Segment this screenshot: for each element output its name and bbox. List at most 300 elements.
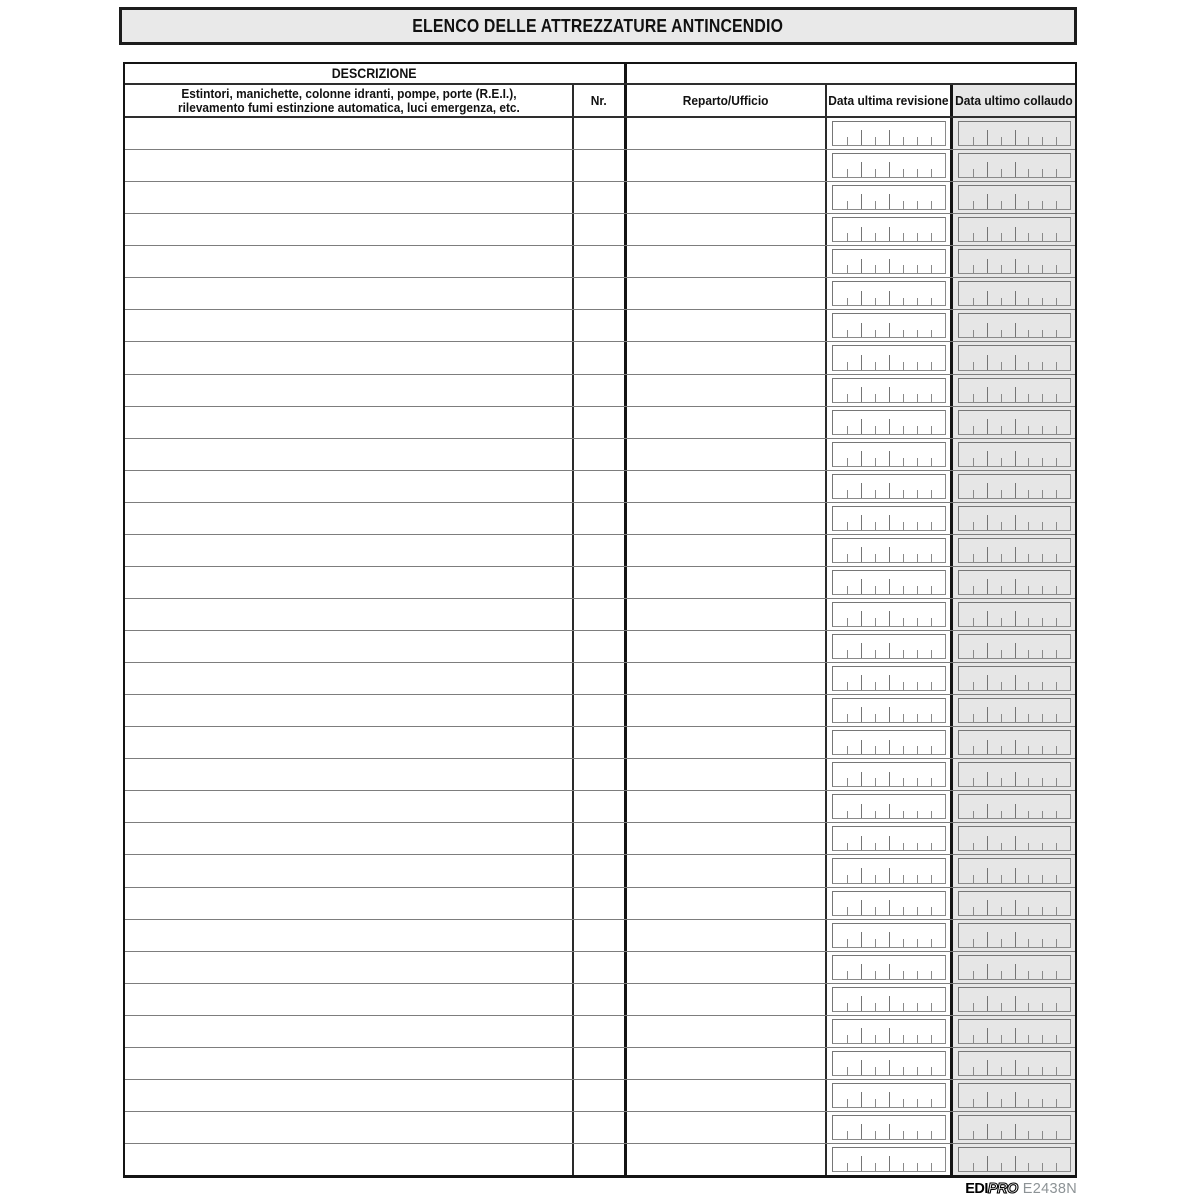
date-tick — [987, 643, 988, 658]
collaudo-cell — [950, 1144, 1075, 1175]
date-tick — [847, 939, 848, 947]
date-tick — [973, 1131, 974, 1139]
date-tick — [917, 1099, 918, 1107]
date-tick — [903, 362, 904, 370]
collaudo-cell — [950, 599, 1075, 630]
date-tick — [1056, 233, 1057, 241]
date-tick — [1001, 362, 1002, 370]
reparto-cell — [624, 375, 825, 406]
date-tick — [987, 772, 988, 787]
date-tick — [987, 227, 988, 242]
reparto-cell — [624, 310, 825, 341]
date-tick — [973, 907, 974, 915]
date-tick — [1042, 233, 1043, 241]
date-tick — [875, 586, 876, 594]
date-tick — [847, 426, 848, 434]
collaudo-date-field — [958, 570, 1071, 595]
date-tick — [1015, 1060, 1016, 1075]
date-tick — [903, 137, 904, 145]
descrizione-note-line2: rilevamento fumi estinzione automatica, luci emergenza, etc. — [177, 100, 520, 115]
collaudo-cell — [950, 310, 1075, 341]
date-tick — [875, 1003, 876, 1011]
date-tick — [973, 778, 974, 786]
date-tick — [889, 643, 890, 658]
revisione-cell — [825, 855, 950, 886]
date-tick — [917, 137, 918, 145]
date-tick — [889, 579, 890, 594]
reparto-cell — [624, 1144, 825, 1175]
date-tick — [1015, 547, 1016, 562]
date-tick — [917, 362, 918, 370]
date-tick — [1001, 394, 1002, 402]
form-title-box — [119, 7, 1077, 45]
collaudo-date-field — [958, 858, 1071, 883]
descrizione-header-cell — [125, 64, 624, 83]
collaudo-date-field — [958, 506, 1071, 531]
date-tick — [1015, 868, 1016, 883]
reparto-cell — [624, 535, 825, 566]
date-tick — [1001, 746, 1002, 754]
date-tick — [973, 875, 974, 883]
date-tick — [1056, 746, 1057, 754]
date-tick — [973, 298, 974, 306]
reparto-cell — [624, 439, 825, 470]
date-tick — [903, 169, 904, 177]
date-tick — [1028, 682, 1029, 690]
nr-cell — [572, 150, 624, 181]
revisione-cell — [825, 599, 950, 630]
collaudo-date-field — [958, 955, 1071, 980]
table-row — [125, 1111, 1075, 1143]
table-row — [125, 919, 1075, 951]
nr-cell — [572, 952, 624, 983]
date-tick — [931, 458, 932, 466]
nr-cell — [572, 727, 624, 758]
date-tick — [931, 330, 932, 338]
collaudo-cell — [950, 278, 1075, 309]
date-tick — [875, 811, 876, 819]
date-tick — [931, 137, 932, 145]
date-tick — [903, 522, 904, 530]
reparto-cell — [624, 214, 825, 245]
date-tick — [973, 330, 974, 338]
reparto-cell — [624, 118, 825, 149]
date-tick — [1015, 772, 1016, 787]
description-cell — [125, 246, 572, 277]
date-tick — [903, 330, 904, 338]
date-tick — [861, 323, 862, 338]
revisione-cell — [825, 1144, 950, 1175]
date-tick — [1015, 259, 1016, 274]
date-tick — [1001, 714, 1002, 722]
date-tick — [1042, 362, 1043, 370]
date-tick — [847, 169, 848, 177]
date-tick — [1028, 458, 1029, 466]
date-tick — [1042, 586, 1043, 594]
date-tick — [1028, 1131, 1029, 1139]
date-tick — [973, 1035, 974, 1043]
date-tick — [1056, 1003, 1057, 1011]
reparto-cell — [624, 567, 825, 598]
date-tick — [875, 746, 876, 754]
date-tick — [903, 907, 904, 915]
date-tick — [861, 611, 862, 626]
date-tick — [847, 137, 848, 145]
revisione-date-field — [832, 1083, 946, 1108]
date-tick — [987, 419, 988, 434]
revisione-header-cell — [825, 85, 950, 116]
date-tick — [847, 682, 848, 690]
date-tick — [1042, 137, 1043, 145]
date-tick — [1042, 330, 1043, 338]
description-cell — [125, 439, 572, 470]
collaudo-date-field — [958, 313, 1071, 338]
revisione-header-label: Data ultima revisione — [828, 93, 949, 108]
revisione-date-field — [832, 826, 946, 851]
date-tick — [1056, 265, 1057, 273]
date-tick — [875, 1163, 876, 1171]
date-tick — [1028, 746, 1029, 754]
date-tick — [847, 554, 848, 562]
date-tick — [1056, 1067, 1057, 1075]
description-cell — [125, 407, 572, 438]
table-row — [125, 951, 1075, 983]
date-tick — [1015, 579, 1016, 594]
table-row — [125, 374, 1075, 406]
description-cell — [125, 920, 572, 951]
nr-cell — [572, 1080, 624, 1111]
date-tick — [847, 907, 848, 915]
brand-logo — [965, 1181, 1077, 1197]
date-tick — [903, 939, 904, 947]
date-tick — [875, 137, 876, 145]
date-tick — [1001, 201, 1002, 209]
collaudo-cell — [950, 855, 1075, 886]
collaudo-header-cell — [950, 85, 1075, 116]
nr-cell — [572, 1112, 624, 1143]
table-row — [125, 502, 1075, 534]
date-tick — [1042, 939, 1043, 947]
date-tick — [931, 426, 932, 434]
date-tick — [889, 900, 890, 915]
date-tick — [1056, 298, 1057, 306]
reparto-cell — [624, 952, 825, 983]
date-tick — [987, 900, 988, 915]
date-tick — [973, 1067, 974, 1075]
collaudo-cell — [950, 631, 1075, 662]
reparto-cell — [624, 1048, 825, 1079]
date-tick — [1042, 458, 1043, 466]
date-tick — [973, 811, 974, 819]
date-tick — [889, 932, 890, 947]
description-cell — [125, 855, 572, 886]
collaudo-date-field — [958, 185, 1071, 210]
date-tick — [931, 1099, 932, 1107]
reparto-cell — [624, 407, 825, 438]
date-tick — [917, 971, 918, 979]
collaudo-cell — [950, 920, 1075, 951]
reparto-cell — [624, 150, 825, 181]
reparto-cell — [624, 342, 825, 373]
table-row — [125, 983, 1075, 1015]
reparto-cell — [624, 471, 825, 502]
date-tick — [1028, 362, 1029, 370]
date-tick — [889, 130, 890, 145]
date-tick — [875, 169, 876, 177]
date-tick — [1028, 875, 1029, 883]
brand-edi: EDI — [965, 1181, 988, 1197]
date-tick — [861, 643, 862, 658]
revisione-date-field — [832, 891, 946, 916]
date-tick — [1001, 1035, 1002, 1043]
date-tick — [931, 586, 932, 594]
date-tick — [931, 1131, 932, 1139]
date-tick — [1056, 169, 1057, 177]
date-tick — [973, 490, 974, 498]
date-tick — [847, 586, 848, 594]
date-tick — [917, 426, 918, 434]
date-tick — [861, 804, 862, 819]
date-tick — [931, 490, 932, 498]
revisione-date-field — [832, 410, 946, 435]
date-tick — [931, 522, 932, 530]
date-tick — [875, 682, 876, 690]
description-cell — [125, 663, 572, 694]
collaudo-date-field — [958, 1147, 1071, 1172]
date-tick — [889, 964, 890, 979]
table-row — [125, 822, 1075, 854]
nr-cell — [572, 375, 624, 406]
date-tick — [875, 843, 876, 851]
date-tick — [1056, 618, 1057, 626]
date-tick — [973, 522, 974, 530]
descrizione-note — [178, 87, 520, 115]
revisione-date-field — [832, 634, 946, 659]
revisione-date-field — [832, 506, 946, 531]
revisione-cell — [825, 791, 950, 822]
date-tick — [875, 330, 876, 338]
date-tick — [987, 740, 988, 755]
description-cell — [125, 182, 572, 213]
reparto-cell — [624, 1016, 825, 1047]
date-tick — [931, 1003, 932, 1011]
date-tick — [973, 746, 974, 754]
collaudo-date-field — [958, 121, 1071, 146]
date-tick — [1028, 1035, 1029, 1043]
date-tick — [903, 586, 904, 594]
date-tick — [1001, 1067, 1002, 1075]
nr-cell — [572, 855, 624, 886]
reparto-cell — [624, 855, 825, 886]
revisione-cell — [825, 182, 950, 213]
date-tick — [889, 387, 890, 402]
date-tick — [917, 682, 918, 690]
reparto-cell — [624, 695, 825, 726]
description-cell — [125, 310, 572, 341]
date-tick — [1042, 971, 1043, 979]
date-tick — [903, 650, 904, 658]
collaudo-cell — [950, 118, 1075, 149]
nr-cell — [572, 214, 624, 245]
date-tick — [1056, 586, 1057, 594]
reparto-cell — [624, 888, 825, 919]
date-tick — [861, 483, 862, 498]
date-tick — [1015, 1156, 1016, 1171]
collaudo-date-field — [958, 378, 1071, 403]
date-tick — [861, 194, 862, 209]
collaudo-date-field — [958, 1051, 1071, 1076]
collaudo-date-field — [958, 1115, 1071, 1140]
collaudo-date-field — [958, 762, 1071, 787]
date-tick — [875, 778, 876, 786]
reparto-cell — [624, 1080, 825, 1111]
revisione-cell — [825, 278, 950, 309]
nr-cell — [572, 1048, 624, 1079]
date-tick — [889, 1060, 890, 1075]
date-tick — [931, 1035, 932, 1043]
date-tick — [1056, 875, 1057, 883]
description-cell — [125, 278, 572, 309]
revisione-cell — [825, 823, 950, 854]
date-tick — [1056, 554, 1057, 562]
date-tick — [931, 875, 932, 883]
collaudo-date-field — [958, 1019, 1071, 1044]
date-tick — [889, 162, 890, 177]
date-tick — [889, 868, 890, 883]
date-tick — [889, 451, 890, 466]
date-tick — [931, 265, 932, 273]
date-tick — [931, 1163, 932, 1171]
revisione-date-field — [832, 794, 946, 819]
collaudo-cell — [950, 567, 1075, 598]
reparto-cell — [624, 246, 825, 277]
date-tick — [917, 490, 918, 498]
date-tick — [1028, 618, 1029, 626]
reparto-cell — [624, 823, 825, 854]
date-tick — [1042, 1003, 1043, 1011]
date-tick — [917, 201, 918, 209]
nr-cell — [572, 246, 624, 277]
date-tick — [973, 843, 974, 851]
table-row — [125, 245, 1075, 277]
date-tick — [1042, 265, 1043, 273]
collaudo-date-field — [958, 602, 1071, 627]
collaudo-cell — [950, 375, 1075, 406]
date-tick — [1001, 811, 1002, 819]
date-tick — [1015, 130, 1016, 145]
reparto-cell — [624, 984, 825, 1015]
date-tick — [917, 458, 918, 466]
description-cell — [125, 952, 572, 983]
nr-cell — [572, 342, 624, 373]
revisione-date-field — [832, 538, 946, 563]
descrizione-note-line1: Estintori, manichette, colonne idranti, pompe, porte (R.E.I.), — [180, 86, 517, 101]
revisione-date-field — [832, 1051, 946, 1076]
date-tick — [1056, 362, 1057, 370]
revisione-date-field — [832, 762, 946, 787]
date-tick — [987, 387, 988, 402]
date-tick — [987, 579, 988, 594]
collaudo-date-field — [958, 538, 1071, 563]
table-header-row-1 — [125, 64, 1075, 85]
date-tick — [1056, 811, 1057, 819]
date-tick — [1001, 298, 1002, 306]
description-cell — [125, 342, 572, 373]
collaudo-date-field — [958, 442, 1071, 467]
revisione-cell — [825, 727, 950, 758]
date-tick — [875, 426, 876, 434]
date-tick — [931, 907, 932, 915]
revisione-date-field — [832, 474, 946, 499]
date-tick — [973, 939, 974, 947]
date-tick — [917, 169, 918, 177]
nr-cell — [572, 471, 624, 502]
nr-cell — [572, 791, 624, 822]
date-tick — [1001, 778, 1002, 786]
date-tick — [917, 554, 918, 562]
date-tick — [931, 682, 932, 690]
table-row — [125, 341, 1075, 373]
date-tick — [1001, 233, 1002, 241]
date-tick — [875, 490, 876, 498]
date-tick — [917, 1003, 918, 1011]
date-tick — [889, 291, 890, 306]
date-tick — [903, 1003, 904, 1011]
date-tick — [987, 515, 988, 530]
date-tick — [917, 650, 918, 658]
date-tick — [973, 586, 974, 594]
revisione-cell — [825, 888, 950, 919]
date-tick — [987, 836, 988, 851]
date-tick — [875, 522, 876, 530]
collaudo-cell — [950, 984, 1075, 1015]
description-cell — [125, 823, 572, 854]
nr-cell — [572, 823, 624, 854]
date-tick — [1001, 650, 1002, 658]
collaudo-date-field — [958, 923, 1071, 948]
revisione-date-field — [832, 923, 946, 948]
date-tick — [1056, 939, 1057, 947]
nr-header-label: Nr. — [591, 93, 607, 108]
date-tick — [903, 554, 904, 562]
date-tick — [1056, 522, 1057, 530]
collaudo-date-field — [958, 217, 1071, 242]
date-tick — [1042, 843, 1043, 851]
date-tick — [1042, 1067, 1043, 1075]
date-tick — [1028, 522, 1029, 530]
reparto-cell — [624, 663, 825, 694]
date-tick — [861, 259, 862, 274]
date-tick — [987, 1060, 988, 1075]
collaudo-cell — [950, 791, 1075, 822]
date-tick — [931, 362, 932, 370]
reparto-cell — [624, 727, 825, 758]
date-tick — [903, 971, 904, 979]
date-tick — [1028, 426, 1029, 434]
date-tick — [875, 233, 876, 241]
revisione-date-field — [832, 121, 946, 146]
reparto-cell — [624, 920, 825, 951]
table-row — [125, 470, 1075, 502]
date-tick — [1015, 515, 1016, 530]
date-tick — [889, 1092, 890, 1107]
date-tick — [861, 675, 862, 690]
revisione-date-field — [832, 378, 946, 403]
table-row — [125, 213, 1075, 245]
date-tick — [1042, 490, 1043, 498]
date-tick — [847, 298, 848, 306]
reparto-header-cell — [624, 85, 825, 116]
